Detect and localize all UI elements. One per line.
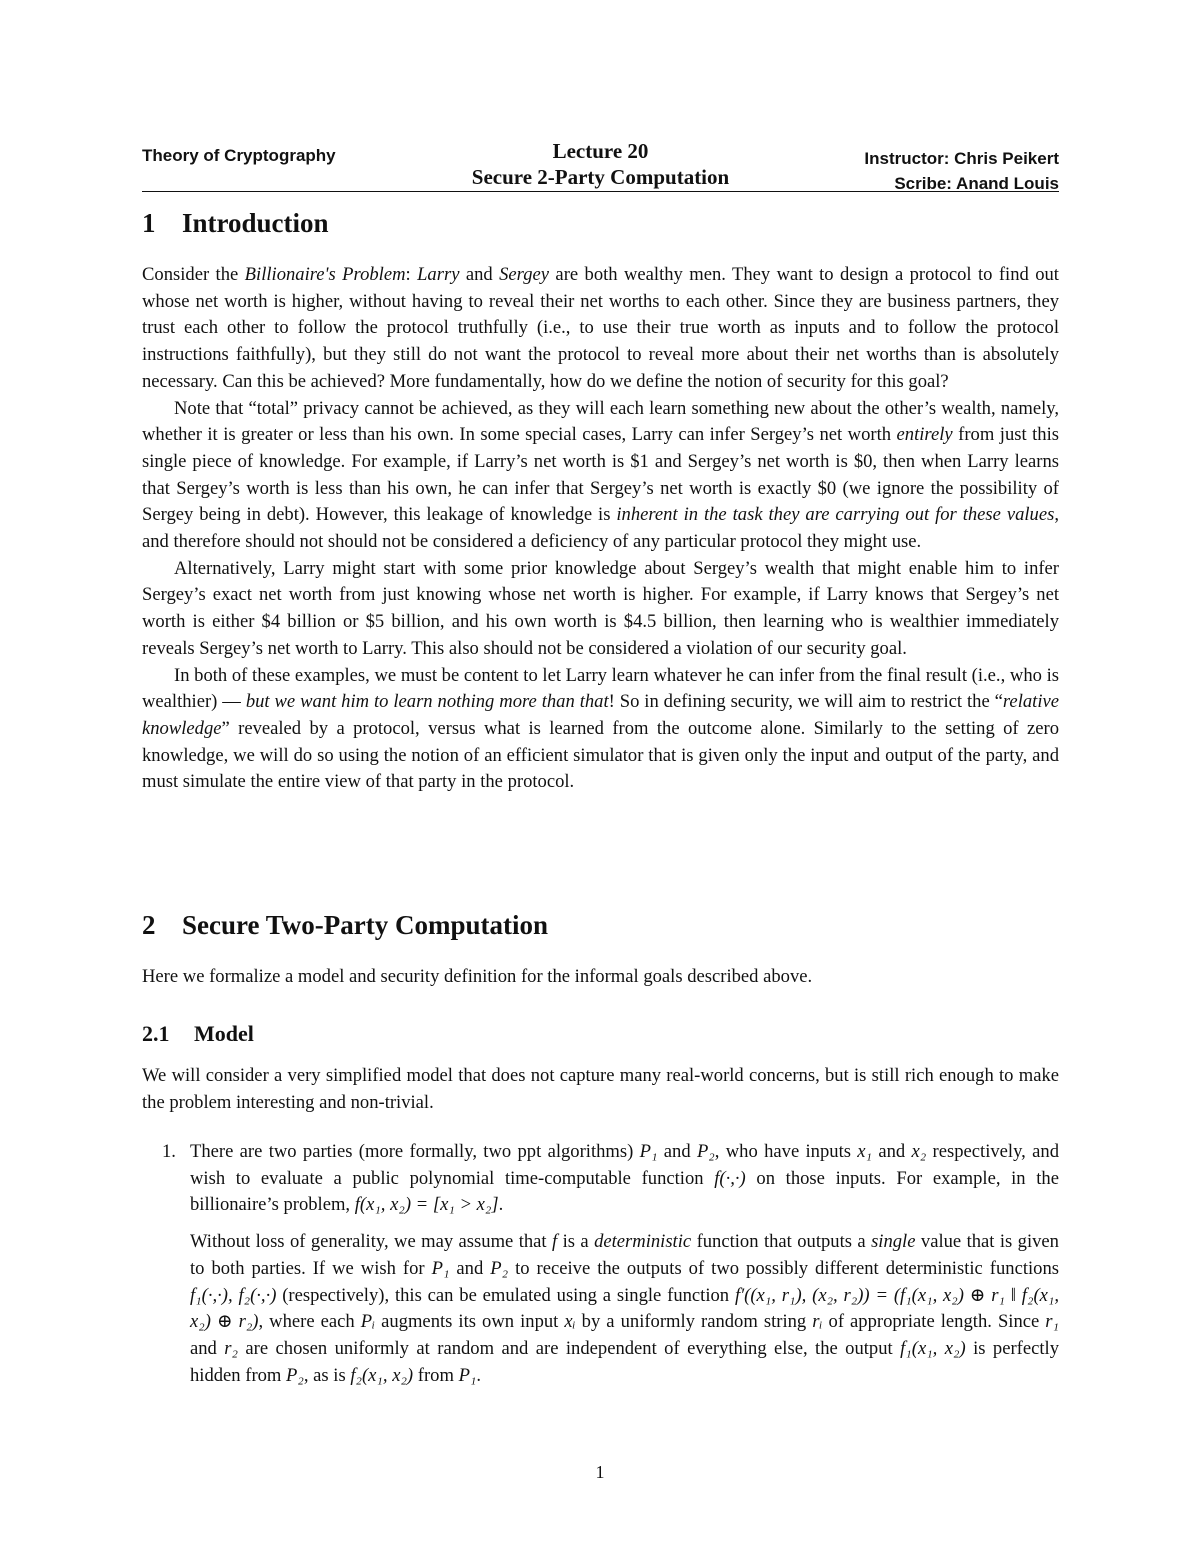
text-run: , who have inputs	[714, 1141, 858, 1162]
text-run: augments its own input	[375, 1311, 565, 1333]
text-run: .	[476, 1364, 482, 1386]
math: xᵢ	[564, 1311, 576, 1333]
text-run: Note that “total” privacy cannot be achieved, as they will each learn something new about the other’s wealth, namely, whether it is greater or less than his own. In some special cases, Larry can infer Sergey’s net worth	[142, 397, 1059, 446]
math: P₁	[431, 1257, 450, 1279]
text-run: are both wealthy men. They want to design a protocol to find out whose net worth is higher, without having to reveal their net worths to each other. Since they are business partners, they trust each other to follow the protocol truthfully (i.e., to use their true worth as inputs and to follow the protocol instructions faithfully), but they still do not want the protocol to reveal more about their net worths than is absolutely necessary. Can this be achieved? More fundamentally, how do we define the notion of security for this goal?	[142, 264, 1059, 392]
text-run: (respectively), this can be emulated using a single function	[276, 1284, 735, 1306]
paragraph	[142, 396, 1059, 556]
list-marker: 1.	[162, 1141, 176, 1162]
text-run: is perfectly hidden from	[190, 1337, 1059, 1386]
math: x₂	[911, 1141, 927, 1162]
subsection-heading-model	[142, 1021, 254, 1047]
emphasis: Larry	[417, 264, 460, 285]
text-run: respectively, and wish to evaluate a public polynomial time-computable function	[190, 1141, 1059, 1189]
subsection-number: 2.1	[142, 1021, 170, 1046]
math: f′((x₁, r₁), (x₂, r₂)) = (f₁(x₁, x₂) ⊕ r₁ ‖ f₂(x₁, x₂) ⊕ r₂)	[190, 1284, 1059, 1333]
emphasis: inherent in the task they are carrying out for these values	[616, 504, 1055, 526]
paragraph	[142, 663, 1059, 797]
math: P₁	[639, 1141, 658, 1162]
section-title: Secure Two-Party Computation	[182, 910, 548, 940]
math: r₂	[224, 1337, 238, 1359]
page-number: 1	[595, 1462, 605, 1482]
paragraph: Alternatively, Larry might start with some prior knowledge about Sergey’s wealth that might enable him to infer Sergey’s exact net worth from just knowing whose net worth is higher. For example, if Larry knows that Sergey’s net worth is either $4 billion or $5 billion, and his own worth is $4.5 billion, then learning who is wealthier immediately reveals Sergey’s net worth to Larry. This also should not be considered a violation of our security goal.	[142, 557, 1059, 659]
math: rᵢ	[812, 1311, 823, 1333]
math: P₁	[458, 1364, 477, 1386]
math: f(x₁, x₂) = [x₁ > x₂]	[354, 1194, 499, 1216]
section-heading-secure-two-party	[142, 910, 548, 941]
text-run: to receive the outputs of two possibly different deterministic functions	[508, 1257, 1059, 1279]
text-run: Consider the	[142, 264, 245, 285]
text-run: , as is	[303, 1364, 351, 1386]
text-run: by a uniformly random string	[575, 1311, 813, 1333]
introduction-body	[142, 262, 1059, 796]
emphasis: Billionaire's Problem	[244, 264, 406, 285]
text-run: is a	[557, 1231, 595, 1253]
text-run: .	[498, 1194, 504, 1216]
math: f₂(x₁, x₂)	[350, 1364, 414, 1386]
text-run: and	[657, 1141, 697, 1162]
text-run: , where each	[258, 1311, 361, 1333]
emphasis: entirely	[896, 424, 953, 446]
text-run: and	[190, 1337, 225, 1359]
paragraph	[190, 1139, 1059, 1219]
section-heading-introduction	[142, 208, 329, 239]
section-title: Introduction	[182, 208, 329, 238]
text-run: are chosen uniformly at random and are independent of everything else, the output	[237, 1337, 901, 1359]
math: f(·,·)	[714, 1167, 746, 1189]
course-name: Theory of Cryptography	[142, 146, 336, 165]
instructor: Instructor: Chris Peikert	[864, 149, 1059, 168]
text-run: of appropriate length. Since	[822, 1311, 1046, 1333]
text-run: In both of these examples, we must be content to let Larry learn whatever he can infer from the final result (i.e., who is wealthier) —	[142, 664, 1059, 713]
text-run: from	[413, 1364, 459, 1386]
emphasis: deterministic	[594, 1231, 692, 1253]
subsection-title: Model	[194, 1021, 254, 1046]
header-rule	[142, 191, 1059, 192]
text-run: :	[405, 264, 418, 285]
math: Pᵢ	[360, 1311, 376, 1333]
paragraph: We will consider a very simplified model that does not capture many real-world concerns, but is still rich enough to make the problem interesting and non-trivial.	[142, 1065, 1059, 1113]
emphasis: single	[871, 1231, 916, 1253]
model-intro	[142, 1063, 1059, 1116]
math: P₂	[286, 1364, 304, 1386]
paragraph	[190, 1229, 1059, 1389]
text-run: There are two parties (more formally, two ppt algorithms)	[190, 1141, 640, 1162]
text-run: from just this single piece of knowledge. For example, if Larry’s net worth is $1 and Sergey’s net worth is $0, then when Larry learns that Sergey’s worth is less than his own, he can infer that Sergey’s net worth is exactly $0 (we ignore the possibility of Sergey being in debt). However, this leakage of knowledge is	[142, 424, 1060, 526]
text-run: value that is given to both parties. If we wish for	[190, 1231, 1059, 1279]
text-run: and	[449, 1257, 491, 1279]
lecture-header	[142, 138, 1059, 194]
paragraph: Here we formalize a model and security definition for the informal goals described above.	[142, 966, 813, 987]
paragraph	[142, 262, 1059, 396]
math: P₂	[490, 1257, 509, 1279]
emphasis: relative knowledge	[142, 691, 1059, 739]
emphasis: but we want him to learn nothing more than that	[245, 691, 609, 713]
text-run: , and therefore should not should not be considered a deficiency of any particular protocol they might use.	[142, 504, 1059, 553]
lecture-topic: Secure 2-Party Computation	[471, 165, 730, 189]
list-item	[190, 1139, 1059, 1389]
text-run: ! So in defining security, we will aim to restrict the “	[608, 691, 1003, 713]
scribe: Scribe: Anand Louis	[894, 174, 1059, 193]
math: f₁(x₁, x₂)	[900, 1337, 966, 1359]
math: f	[552, 1231, 558, 1253]
text-run: on those inputs. For example, in the billionaire’s problem,	[190, 1167, 1059, 1216]
text-run: and	[459, 264, 500, 285]
math: r₁	[1045, 1311, 1059, 1333]
model-list	[142, 1139, 1059, 1389]
math: x₁	[857, 1141, 873, 1162]
text-run: and	[872, 1141, 912, 1162]
emphasis: Sergey	[499, 264, 550, 285]
section-number: 2	[142, 910, 156, 940]
lecture-number: Lecture 20	[552, 139, 649, 163]
section-number: 1	[142, 208, 156, 238]
math: P₂	[696, 1141, 715, 1162]
section2-intro	[142, 964, 1059, 991]
header-credits	[864, 146, 1059, 196]
text-run: Without loss of generality, we may assume that	[190, 1231, 552, 1253]
text-run: ” revealed by a protocol, versus what is learned from the outcome alone. Similarly to the setting of zero knowledge, we will do so using the notion of an efficient simulator that is given only the input and output of the party, and must simulate the entire view of that party in the protocol.	[142, 717, 1059, 793]
math: f₁(·,·), f₂(·,·)	[190, 1284, 277, 1306]
text-run: function that outputs a	[691, 1231, 872, 1253]
